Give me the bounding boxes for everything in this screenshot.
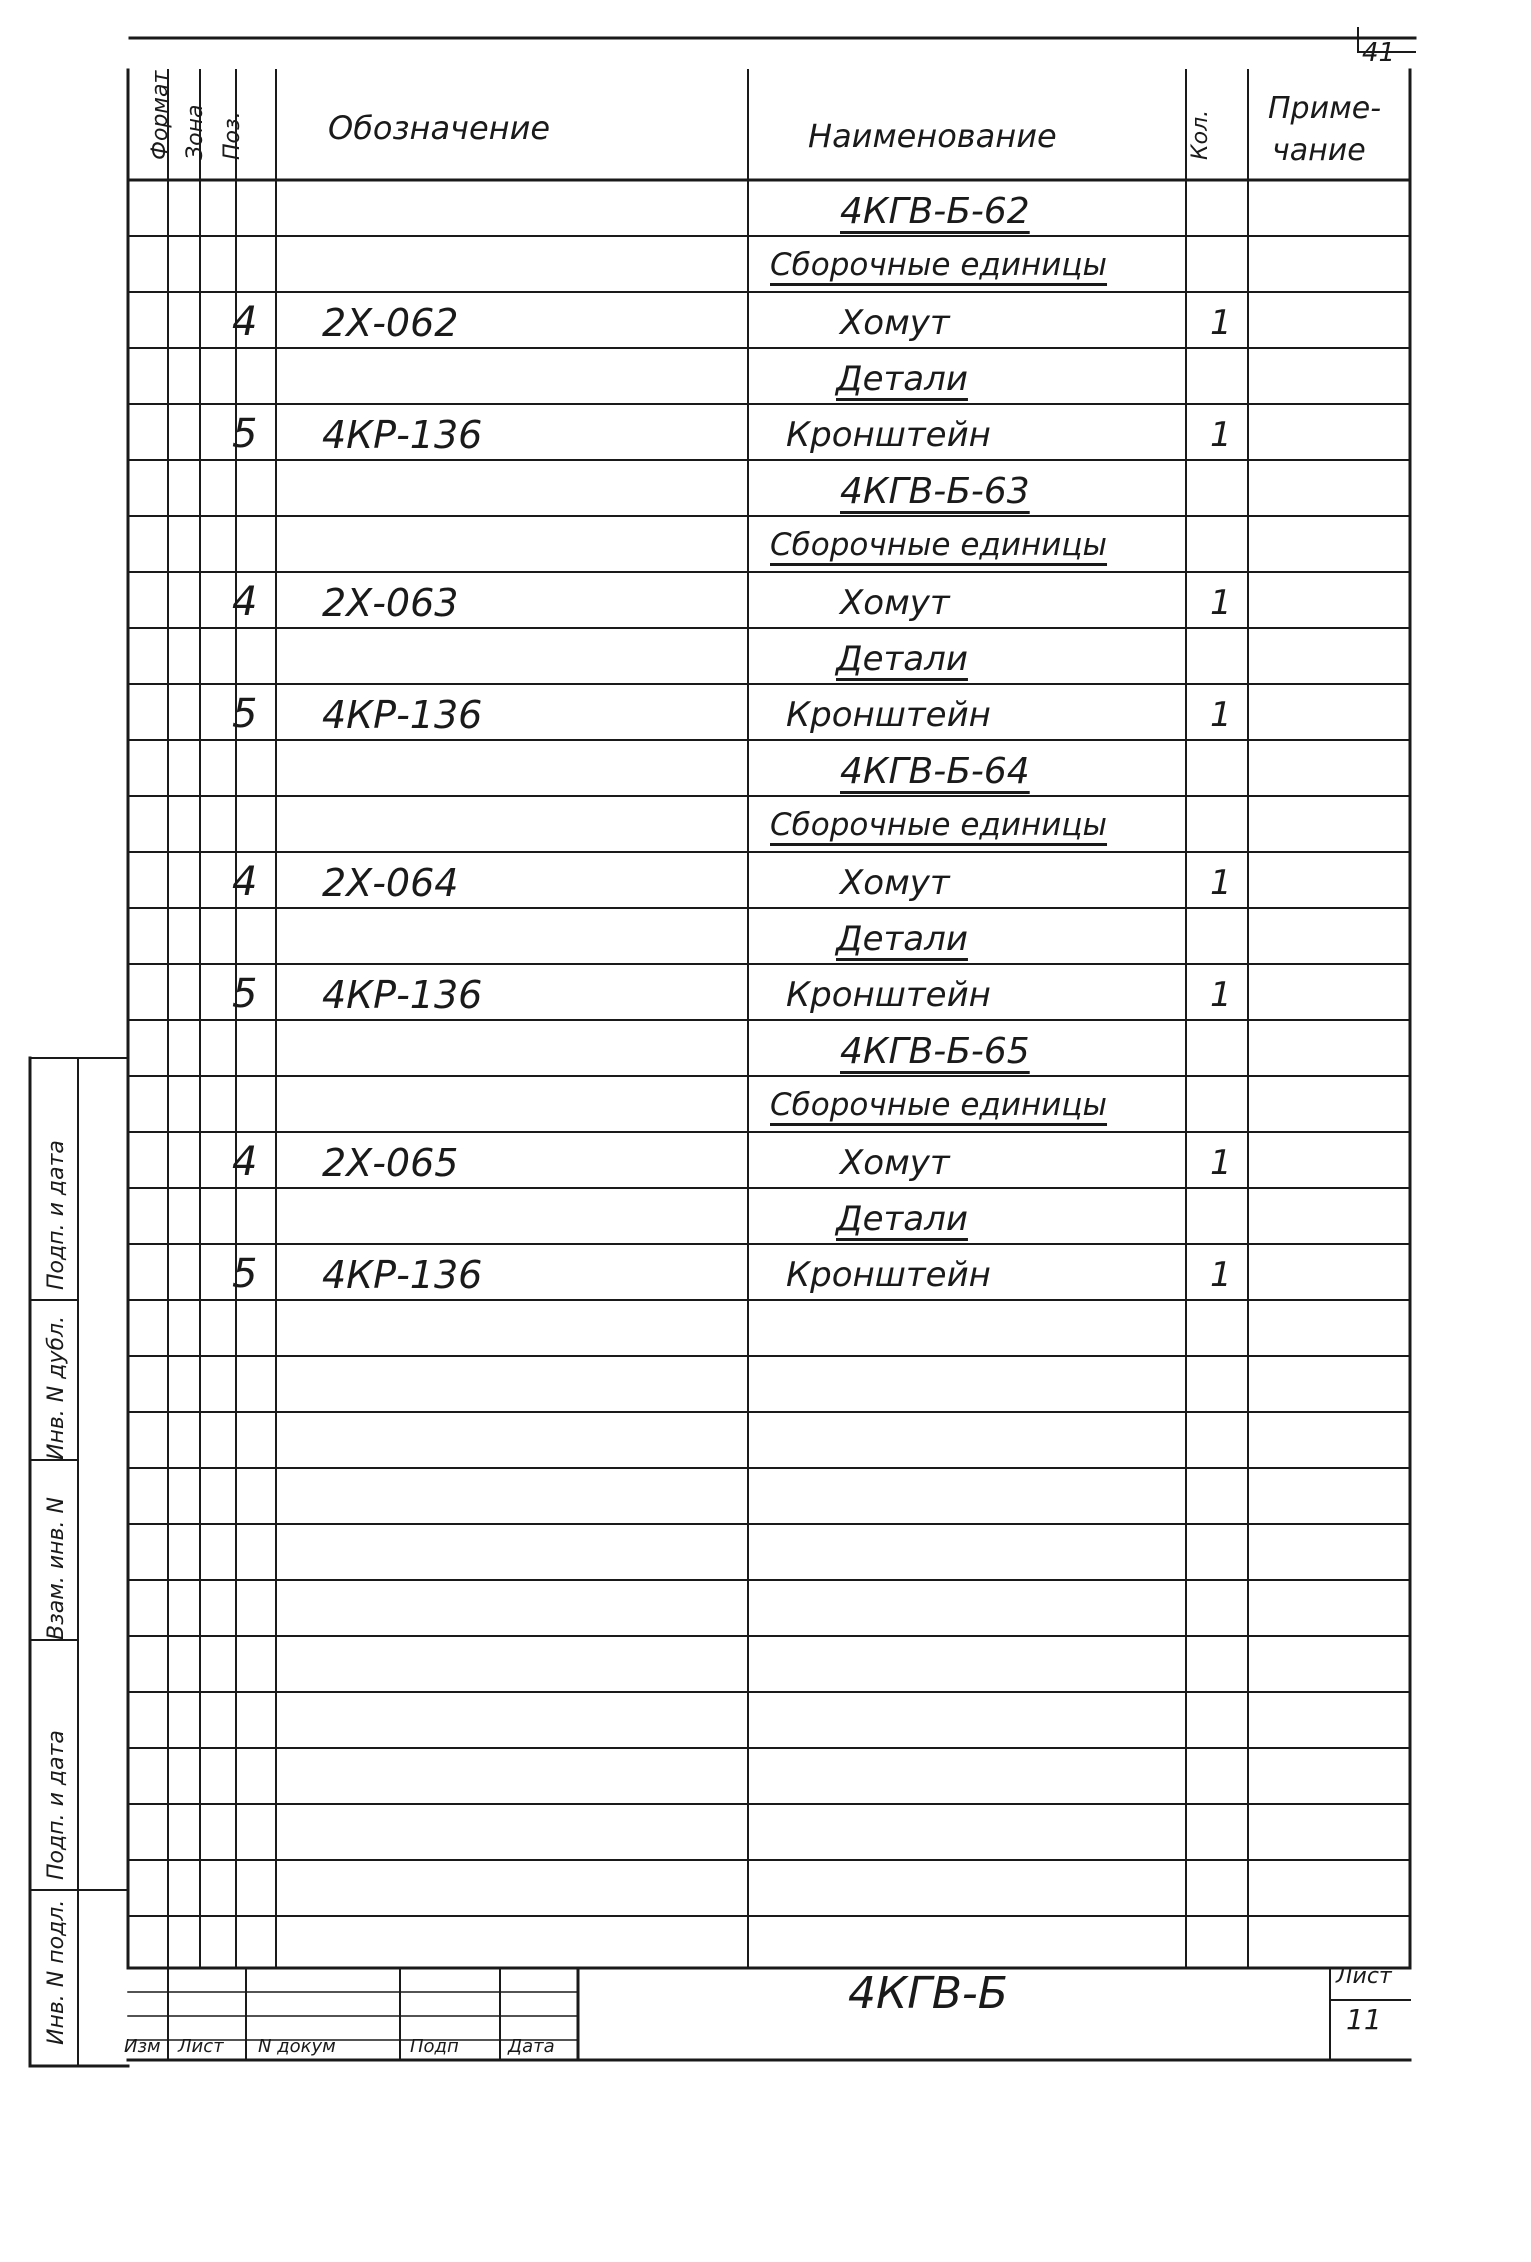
row-designation: 2Х-065: [322, 1141, 459, 1185]
row-designation: 4КР-136: [322, 693, 483, 737]
header-format: Формат: [148, 70, 173, 160]
row-pos: 5: [232, 971, 258, 1017]
row-pos: 4: [232, 299, 258, 345]
stamp-podp-data-2: Подп. и дата: [44, 1140, 69, 1290]
row-qty: 1: [1210, 975, 1232, 1015]
row-qty: 1: [1210, 583, 1232, 623]
stamp-vzam-inv: Взам. инв. N: [44, 1497, 69, 1640]
row-name: Хомут: [840, 583, 950, 623]
header-note-line2: чание: [1272, 133, 1366, 168]
stamp-inv-dubl: Инв. N дубл.: [44, 1315, 69, 1460]
row-name: Сборочные единицы: [770, 247, 1108, 283]
row-qty: 1: [1210, 303, 1232, 343]
sheet-number: 11: [1346, 2003, 1382, 2036]
document-code: 4КГВ-Б: [848, 1968, 1008, 2019]
tb-n-dokum: N докум: [258, 2036, 336, 2057]
sheet-label: Лист: [1336, 1964, 1392, 1989]
row-name: Кронштейн: [786, 415, 991, 455]
row-name: Детали: [836, 919, 968, 959]
row-name: Сборочные единицы: [770, 1087, 1108, 1123]
row-name: Хомут: [840, 863, 950, 903]
row-pos: 4: [232, 859, 258, 905]
row-qty: 1: [1210, 415, 1232, 455]
row-qty: 1: [1210, 695, 1232, 735]
row-designation: 2Х-063: [322, 581, 459, 625]
row-name: Детали: [836, 1199, 968, 1239]
tb-izm: Изм: [124, 2036, 161, 2057]
row-designation: 4КР-136: [322, 1253, 483, 1297]
row-name: Сборочные единицы: [770, 807, 1108, 843]
header-designation: Обозначение: [328, 109, 551, 147]
row-pos: 4: [232, 1139, 258, 1185]
stamp-inv-podl: Инв. N подл.: [44, 1899, 69, 2045]
row-name: 4КГВ-Б-64: [840, 751, 1030, 792]
row-designation: 4КР-136: [322, 413, 483, 457]
row-name: Детали: [836, 359, 968, 399]
header-zone: Зона: [183, 104, 208, 160]
row-pos: 5: [232, 1251, 258, 1297]
row-name: Кронштейн: [786, 975, 991, 1015]
sheet-corner-number: 41: [1362, 38, 1396, 68]
row-name: Сборочные единицы: [770, 527, 1108, 563]
header-pos: Поз.: [220, 111, 245, 160]
header-qty: Кол.: [1188, 109, 1213, 160]
row-designation: 2Х-064: [322, 861, 459, 905]
tb-list: Лист: [178, 2036, 224, 2057]
row-name: Хомут: [840, 303, 950, 343]
row-qty: 1: [1210, 863, 1232, 903]
row-name: Кронштейн: [786, 1255, 991, 1295]
tb-podp: Подп: [410, 2036, 459, 2057]
row-pos: 4: [232, 579, 258, 625]
header-name: Наименование: [808, 117, 1057, 155]
row-name: Хомут: [840, 1143, 950, 1183]
header-note-line1: Приме-: [1268, 91, 1382, 126]
row-name: 4КГВ-Б-63: [840, 471, 1030, 512]
row-name: 4КГВ-Б-62: [840, 191, 1030, 232]
row-name: Детали: [836, 639, 968, 679]
row-designation: 4КР-136: [322, 973, 483, 1017]
row-qty: 1: [1210, 1255, 1232, 1295]
row-pos: 5: [232, 691, 258, 737]
row-pos: 5: [232, 411, 258, 457]
row-designation: 2Х-062: [322, 301, 459, 345]
stamp-podp-data-1: Подп. и дата: [44, 1730, 69, 1880]
row-qty: 1: [1210, 1143, 1232, 1183]
row-name: Кронштейн: [786, 695, 991, 735]
row-name: 4КГВ-Б-65: [840, 1031, 1030, 1072]
tb-data: Дата: [508, 2036, 555, 2057]
